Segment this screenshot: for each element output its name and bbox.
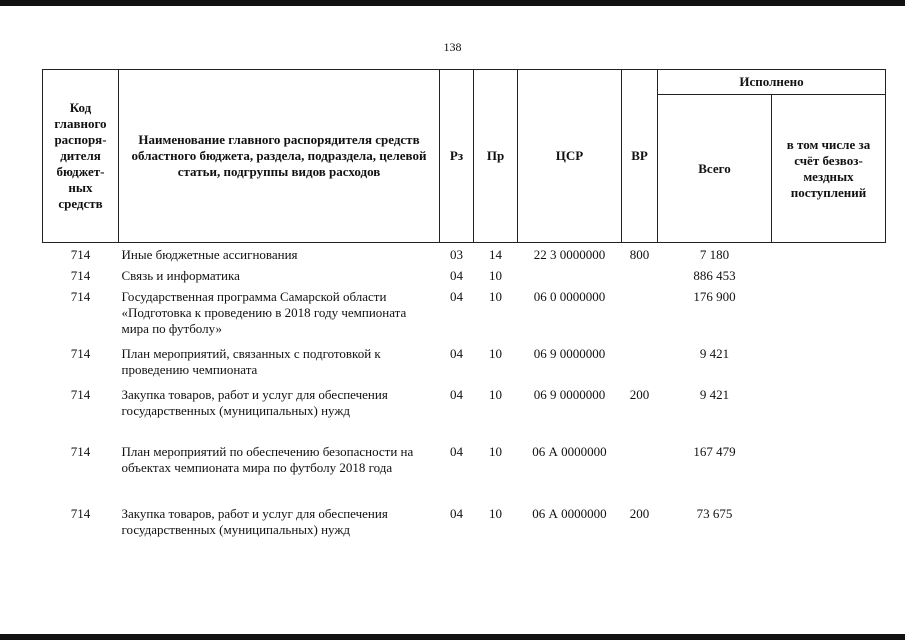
cell-code: 714: [70, 289, 91, 304]
cell-pr: 10: [489, 387, 502, 402]
cell-rz: 04: [450, 387, 463, 402]
cell-total: 7 180: [699, 247, 730, 262]
header-total: Всего: [658, 95, 772, 243]
cell-gratuitous: [772, 346, 886, 387]
cell-pr: 14: [489, 247, 502, 262]
cell-csr: 22 3 0000000: [533, 247, 606, 262]
table-row: [43, 444, 886, 506]
cell-code: 714: [70, 444, 91, 459]
header-executed: Исполнено: [658, 70, 886, 95]
cell-pr: 10: [489, 289, 502, 304]
table-row: [43, 247, 886, 268]
cell-gratuitous: [772, 387, 886, 444]
cell-vr: [622, 289, 658, 346]
cell-pr: 10: [489, 346, 502, 361]
cell-name: Иные бюджетные ассигнования: [121, 247, 298, 262]
header-name: Наименование главного распорядителя средств областного бюджета, раздела, подраздела, целевой статьи, подгруппы видов расходов: [119, 70, 440, 243]
cell-name: План мероприятий, связанных с подготовкой к проведению чемпионата: [121, 346, 381, 377]
cell-vr: [622, 444, 658, 506]
cell-csr: 06 9 0000000: [533, 387, 606, 402]
cell-vr: 200: [629, 506, 650, 521]
cell-rz: 03: [450, 247, 463, 262]
cell-code: 714: [70, 247, 91, 262]
cell-rz: 04: [450, 444, 463, 459]
cell-code: 714: [70, 506, 91, 521]
cell-rz: 04: [450, 506, 463, 521]
table-body: [43, 243, 886, 557]
cell-csr: 06 9 0000000: [533, 346, 606, 361]
cell-name: Закупка товаров, работ и услуг для обеспечения государственных (муниципальных) нужд: [121, 506, 388, 537]
cell-csr: [518, 268, 622, 289]
bottom-edge-bar: [0, 634, 905, 640]
cell-gratuitous: [772, 247, 886, 268]
cell-total: 73 675: [696, 506, 733, 521]
header-vr: ВР: [622, 70, 658, 243]
cell-rz: 04: [450, 346, 463, 361]
cell-csr: 06 0 0000000: [533, 289, 606, 304]
cell-gratuitous: [772, 289, 886, 346]
cell-pr: 10: [489, 268, 502, 283]
cell-rz: 04: [450, 289, 463, 304]
cell-name: Связь и информатика: [121, 268, 240, 283]
header-code: Код главного распоря-дителя бюджет-ных средств: [43, 70, 119, 243]
cell-gratuitous: [772, 506, 886, 556]
cell-gratuitous: [772, 268, 886, 289]
cell-name: План мероприятий по обеспечению безопасности на объектах чемпионата мира по футболу 2018 года: [121, 444, 414, 475]
cell-total: 9 421: [699, 387, 730, 402]
header-gratuitous: в том числе за счёт безвоз-мездных поступлений: [772, 95, 886, 243]
cell-pr: 10: [489, 444, 502, 459]
header-csr: ЦСР: [518, 70, 622, 243]
cell-csr: 06 А 0000000: [532, 506, 607, 521]
header-rz: Рз: [440, 70, 474, 243]
budget-table: [42, 69, 886, 556]
header-pr: Пр: [474, 70, 518, 243]
top-edge-bar: [0, 0, 905, 6]
cell-code: 714: [70, 268, 91, 283]
cell-vr: [622, 346, 658, 387]
cell-name: Закупка товаров, работ и услуг для обеспечения государственных (муниципальных) нужд: [121, 387, 388, 418]
cell-code: 714: [70, 387, 91, 402]
cell-gratuitous: [772, 444, 886, 506]
table-row: [43, 506, 886, 556]
cell-vr: 800: [629, 247, 650, 262]
cell-pr: 10: [489, 506, 502, 521]
cell-total: 9 421: [699, 346, 730, 361]
cell-vr: 200: [629, 387, 650, 402]
cell-rz: 04: [450, 268, 463, 283]
cell-csr: 06 А 0000000: [532, 444, 607, 459]
cell-code: 714: [70, 346, 91, 361]
table-row: [43, 268, 886, 289]
cell-total: 176 900: [693, 289, 736, 304]
cell-name: Государственная программа Самарской области «Подготовка к проведению в 2018 году чемпионата мира по футболу»: [121, 289, 407, 336]
page-number: 138: [443, 40, 462, 54]
cell-total: 167 479: [693, 444, 736, 459]
cell-vr: [622, 268, 658, 289]
table-row: [43, 387, 886, 444]
table-row: [43, 289, 886, 346]
table-row: [43, 346, 886, 387]
cell-total: 886 453: [693, 268, 736, 283]
